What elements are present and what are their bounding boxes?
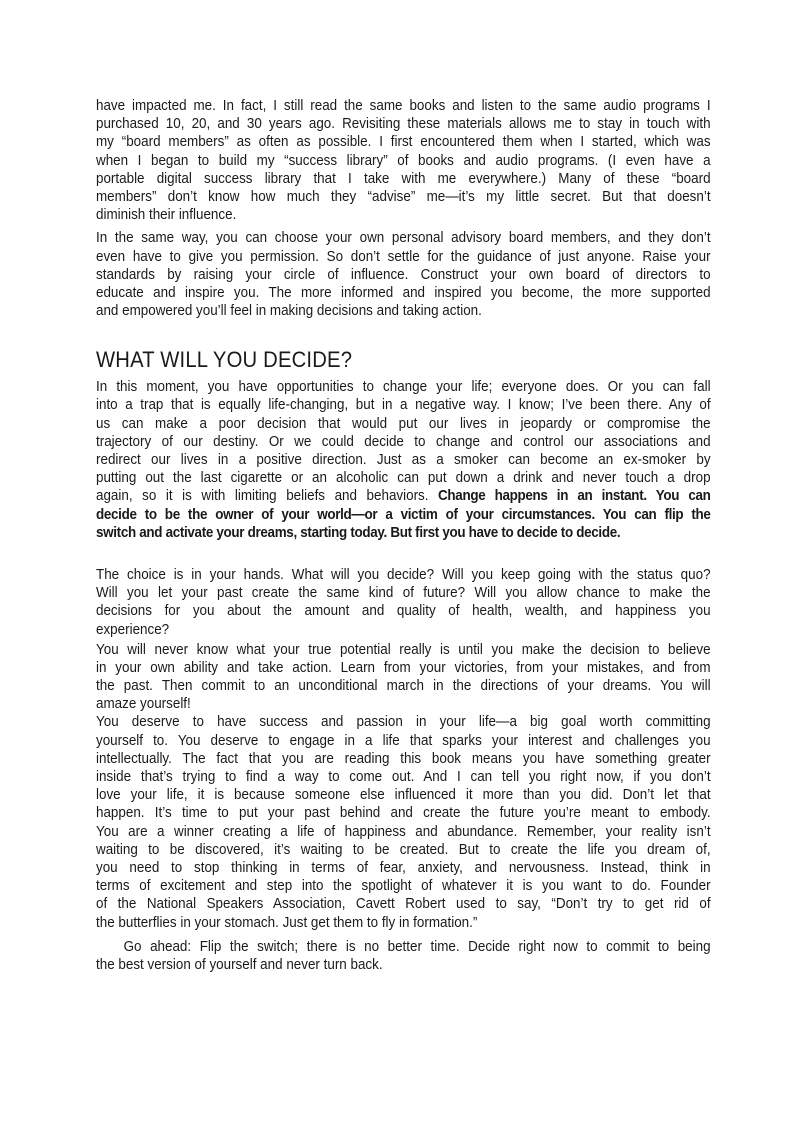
text-line: amaze yourself! xyxy=(96,696,191,713)
text-line: Will you let your past create the same kind of future? Will you allow chance to make the xyxy=(96,585,711,602)
paragraph xyxy=(96,97,711,224)
text-line: have impacted me. In fact, I still read the same books and listen to the same audio programs I xyxy=(96,98,711,114)
body-text-after xyxy=(96,378,711,974)
text-line: You will never know what your true potential really is until you make the decision to believe xyxy=(96,641,711,658)
text-line: You deserve to have success and passion in your life—a big goal worth committing xyxy=(96,714,711,731)
paragraph xyxy=(96,938,711,974)
text-line xyxy=(96,506,711,524)
section-heading: WHAT WILL YOU DECIDE? xyxy=(96,347,353,373)
paragraph xyxy=(96,378,711,542)
text-line: standards by raising your circle of influence. Construct your own board of directors to xyxy=(96,266,711,283)
text-line: putting out the last cigarette or an alcoholic can put down a drink and never touch a drop xyxy=(96,470,711,487)
text-line: In the same way, you can choose your own personal advisory board members, and they don’t xyxy=(96,230,711,247)
text-line: The choice is in your hands. What will you decide? Will you keep going with the status quo? xyxy=(96,566,711,583)
text-line: waiting to be discovered, it’s waiting to be created. But to create the life you dream of, xyxy=(96,841,711,858)
text-line xyxy=(96,524,711,542)
text-line: In this moment, you have opportunities to change your life; everyone does. Or you can fall xyxy=(96,379,711,396)
text-line: Go ahead: Flip the switch; there is no better time. Decide right now to commit to being xyxy=(123,938,711,955)
text-line: us can make a poor decision that would put our lives in jeopardy or compromise the xyxy=(96,415,711,432)
text-line: my “board members” as often as possible. I first encountered them when I started, which was xyxy=(96,134,711,151)
bold-text: switch and activate your dreams, starting today. But first you have to decide to decide. xyxy=(96,524,621,541)
text-line: You are a winner creating a life of happiness and abundance. Remember, your reality isn’t xyxy=(96,823,711,840)
paragraph xyxy=(96,641,711,714)
text-line: and empowered you’ll feel in making decisions and taking action. xyxy=(96,303,482,320)
text-line: diminish their influence. xyxy=(96,207,237,224)
text-line: trajectory of our destiny. Or we could decide to change and control our associations and xyxy=(96,433,711,450)
document-page xyxy=(96,97,711,974)
bold-text: Change happens in an instant. You can xyxy=(438,488,711,505)
text-line: portable digital success library that I take with me everywhere.) Many of these “board xyxy=(96,170,711,187)
text-line: into a trap that is equally life-changing, but in a negative way. I know; I’ve been there. Any of xyxy=(96,397,711,414)
text-line: members” don’t know how much they “advise” me—it’s my little secret. But that doesn’t xyxy=(96,188,711,205)
text-line: when I began to build my “success library” of books and audio programs. (I even have a xyxy=(96,152,711,169)
text-line: happen. It’s time to put your past behind and create the future you’re meant to embody. xyxy=(96,805,711,822)
text-line: terms of excitement and step into the spotlight of whatever it is you want to do. Founder xyxy=(96,878,711,895)
text-line: you need to stop thinking in terms of fear, anxiety, and nervousness. Instead, think in xyxy=(96,859,711,876)
text-line: of the National Speakers Association, Cavett Robert used to say, “Don’t try to get rid of xyxy=(96,896,711,913)
paragraph xyxy=(96,566,711,639)
text-line: love your life, it is because someone else influenced it more than you did. Don’t let that xyxy=(96,787,711,804)
text-line: even have to give you permission. So don’t settle for the guidance of just anyone. Raise your xyxy=(96,248,711,265)
body-text-before xyxy=(96,97,711,320)
text-line: purchased 10, 20, and 30 years ago. Revisiting these materials allows me to stay in touch with xyxy=(96,116,711,133)
text-line: the best version of yourself and never turn back. xyxy=(96,956,383,973)
paragraph xyxy=(96,229,711,320)
text-line xyxy=(96,487,711,505)
text-segment: again, so it is with limiting beliefs and behaviors. xyxy=(96,488,439,505)
text-line: in your own ability and take action. Learn from your victories, from your mistakes, and from xyxy=(96,659,711,676)
text-line: yourself to. You deserve to engage in a life that sparks your interest and challenges you xyxy=(96,732,711,749)
text-line: experience? xyxy=(96,621,170,638)
paragraph xyxy=(96,713,711,931)
text-line: redirect our lives in a positive direction. Just as a smoker can become an ex-smoker by xyxy=(96,452,711,468)
bold-text: decide to be the owner of your world—or a victim of your circumstances. You can flip the xyxy=(96,506,711,523)
text-line: the past. Then commit to an unconditional march in the directions of your dreams. You will xyxy=(96,678,711,695)
text-line: inside that’s trying to find a way to come out. And I can tell you right now, if you don’t xyxy=(96,769,711,785)
text-line: decisions for you about the amount and quality of health, wealth, and happiness you xyxy=(96,603,711,620)
text-line: educate and inspire you. The more informed and inspired you become, the more supported xyxy=(96,284,711,301)
text-line: intellectually. The fact that you are reading this book means you have something greater xyxy=(96,750,711,767)
text-line: the butterflies in your stomach. Just get them to fly in formation.” xyxy=(96,914,478,931)
